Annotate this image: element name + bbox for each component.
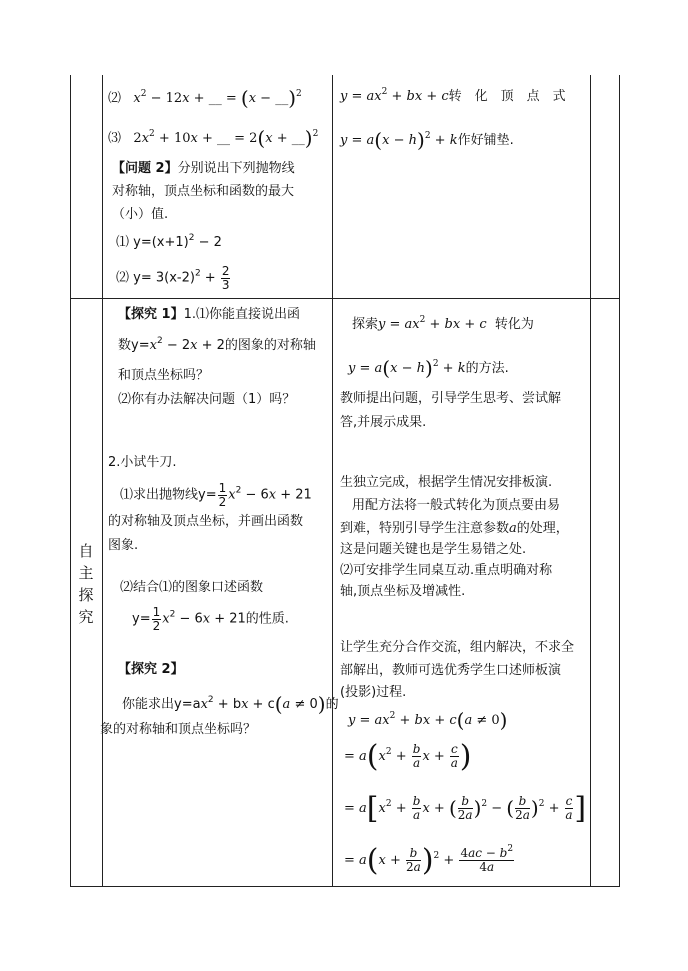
problem-2-line-3: （小）值. — [112, 207, 169, 222]
coop-note-line-1: 让学生充分合作交流，组内解决，不求全 — [340, 640, 575, 655]
method-note-line-2: 到难，特别引导学生注意参数a的处理， — [340, 521, 569, 536]
table-border-left — [70, 75, 71, 887]
explore-1-line-3: 和顶点坐标吗？ — [118, 368, 210, 383]
section-label-self-exploration: 自 主 探 究 — [78, 542, 94, 626]
method-note-line-5: 轴,顶点坐标及增减性. — [340, 584, 466, 599]
derivation-step-3: = a(x + $\frac{b}{2a}$ )$^2$ + $\frac{4ac - b^2}{4a}$ — [344, 843, 514, 878]
derivation-step-1: = $a(x^2$ + $\frac{b}{a}$ x + $\frac{c}{a}$ ) — [344, 739, 472, 774]
student-note: 生独立完成，根据学生情况安排板演. — [340, 475, 553, 490]
table-border-bottom — [70, 886, 620, 887]
teacher-note-line-2: 答,并展示成果. — [340, 415, 427, 430]
try-1-line-1: ⑴求出抛物线y= $\frac{1}{2}$ $x^2 - 6x + 21$ — [120, 481, 312, 509]
explore-1-line-2: 数$y=x^2 - 2x + 2$的图象的对称轴 — [118, 336, 316, 353]
problem-2-item-2: ⑵ $y= 3(x-2)^2$ + $\frac{2}{3}$ — [116, 264, 230, 292]
exercise-3: ⑶ $2x^2 + 10x$ + __ = 2(x + __)$^2$ — [108, 126, 319, 150]
explore-1-line-1: 【探究 1】1.⑴你能直接说出函 — [118, 307, 300, 322]
table-row-divider — [70, 298, 620, 299]
exercise-2: ⑵ $x^2 - 12x$ + __ = (x − __)$^2$ — [108, 86, 302, 110]
explore-note-line-1: 探索$y = ax^2$ + bx + c 转化为 — [352, 315, 534, 332]
try-2-line-1: ⑵结合⑴的图象口述函数 — [120, 580, 264, 595]
derivation-step-2: = $a[x^2$ + $\frac{b}{a}$ x + ( $\frac{b}{2a}$ )$^2$ − ( $\frac{b}{2a}$ )$^2$ + $\frac{c}{a}$ ] — [344, 791, 587, 826]
vertex-form-note-line-1: $y = ax^2$ + bx + c转 化 顶 点 式 — [340, 87, 566, 104]
try-2-line-2: y= $\frac{1}{2}$ $x^2 - 6x + 21$的性质. — [132, 605, 289, 633]
coop-note-line-2: 部解出，教师可选优秀学生口述师板演 — [340, 663, 562, 678]
explore-1-line-4: ⑵你有办法解决问题（1）吗？ — [118, 392, 296, 407]
problem-2-line-2: 对称轴，顶点坐标和函数的最大 — [112, 184, 295, 199]
problem-2-item-1: ⑴ $y=(x+1)^2 - 2$ — [116, 233, 222, 250]
problem-2-line-1: 【问题 2】分别说出下列抛物线 — [112, 161, 295, 176]
method-note-line-4: ⑵可安排学生同桌互动.重点明确对称 — [340, 563, 553, 578]
table-divider-middle — [332, 75, 333, 887]
table-divider-side — [102, 75, 103, 887]
try-title: 2.小试牛刀. — [108, 455, 177, 470]
vertex-form-note-line-2: $y = a(x - h)^2 + k$作好铺垫. — [340, 128, 514, 152]
method-note-line-3: 这是问题关键也是学生易错之处. — [340, 542, 527, 557]
problem-2-label: 【问题 2】 — [112, 161, 178, 176]
explore-2-line-1: 你能求出$y=ax^2$ + bx + c(a ≠ 0)的 — [122, 692, 339, 716]
derivation-step-0: $y = ax^2$ + bx + c(a ≠ 0) — [348, 708, 508, 732]
table-divider-right — [590, 75, 591, 887]
explore-note-line-2: $y = a(x - h)^2 + k$的方法. — [348, 356, 509, 380]
teacher-note-line-1: 教师提出问题，引导学生思考、尝试解 — [340, 391, 562, 406]
try-1-line-2: 的对称轴及顶点坐标，并画出函数 — [108, 514, 304, 529]
coop-note-line-3: (投影)过程. — [340, 685, 407, 700]
explore-2-line-2: 象的对称轴和顶点坐标吗？ — [100, 722, 257, 737]
try-1-line-3: 图象. — [108, 538, 139, 553]
method-note-line-1: 用配方法将一般式转化为顶点要由易 — [352, 498, 561, 513]
explore-1-label: 【探究 1】 — [118, 307, 184, 322]
table-border-right — [619, 75, 620, 887]
explore-2-label: 【探究 2】 — [118, 662, 184, 677]
